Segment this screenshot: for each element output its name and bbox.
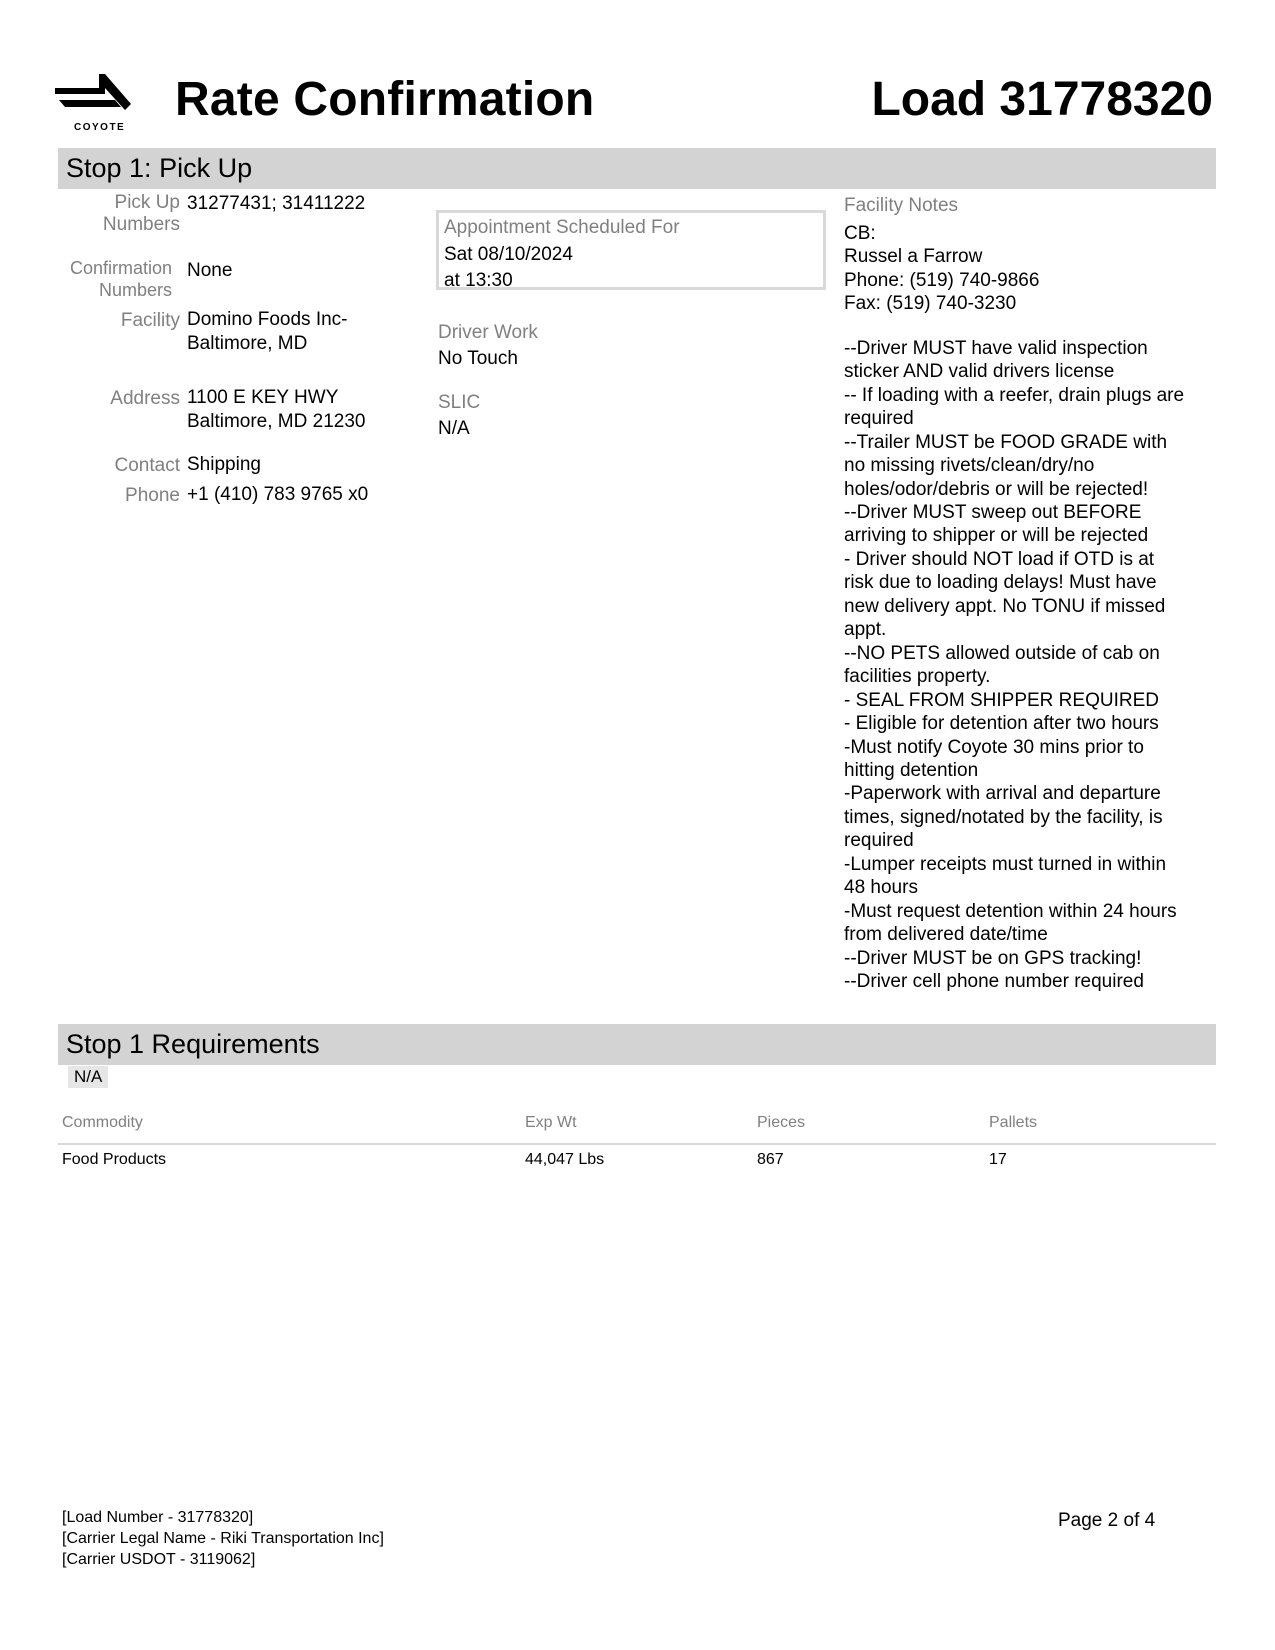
pickup-numbers-label-line1: Pick Up [114, 192, 180, 213]
confirmation-label-line2: Numbers [98, 280, 172, 300]
facility-note-line: arriving to shipper or will be rejected [844, 525, 1149, 547]
address-line2: Baltimore, MD 21230 [187, 411, 366, 432]
requirements-section-header [58, 1024, 1216, 1065]
facility-note-line: times, signed/notated by the facility, is [844, 806, 1163, 828]
pickup-numbers-value: 31277431; 31411222 [187, 193, 366, 214]
confirmation-label-line1: Confirmation [69, 258, 172, 278]
contact-value: Shipping [187, 454, 261, 475]
facility-note-line: Russel a Farrow [844, 246, 983, 268]
facility-note-line: required [844, 830, 914, 852]
appointment-box [436, 210, 826, 290]
table-cell-commodity: Food Products [62, 1151, 167, 1168]
coyote-logo [55, 70, 135, 136]
footer-carrier-usdot: [Carrier USDOT - 3119062] [62, 1551, 256, 1568]
document-title: Rate Confirmation [175, 73, 595, 126]
commodity-header: Commodity [62, 1114, 143, 1131]
facility-notes [844, 222, 1219, 994]
table-cell-exp-wt: 44,047 Lbs [525, 1151, 605, 1168]
confirmation-numbers-value: None [187, 260, 233, 281]
facility-note-line: --Driver MUST sweep out BEFORE [844, 501, 1142, 523]
driver-work-value: No Touch [438, 348, 518, 369]
requirements-section-title: Stop 1 Requirements [66, 1029, 320, 1059]
appointment-label: Appointment Scheduled For [444, 217, 680, 238]
address-value [187, 386, 365, 434]
table-divider [58, 1143, 1216, 1145]
slic-label: SLIC [438, 392, 481, 413]
facility-note-line: facilities property. [844, 666, 991, 688]
facility-note-line: --NO PETS allowed outside of cab on [844, 642, 1160, 664]
facility-value [187, 308, 348, 356]
facility-note-line: sticker AND valid drivers license [844, 361, 1115, 383]
stop1-section-title: Stop 1: Pick Up [66, 153, 253, 183]
phone-value: +1 (410) 783 9765 x0 [187, 484, 369, 505]
exp-wt-header: Exp Wt [525, 1114, 577, 1131]
logo-text: COYOTE [74, 122, 126, 133]
facility-note-line: new delivery appt. No TONU if missed [844, 595, 1166, 617]
facility-note-line: required [844, 408, 914, 430]
facility-note-line: - SEAL FROM SHIPPER REQUIRED [844, 689, 1159, 711]
appointment-time: at 13:30 [444, 270, 513, 291]
facility-note-line: --Trailer MUST be FOOD GRADE with [844, 431, 1168, 453]
slic-value: N/A [438, 418, 470, 439]
facility-note-line: -Lumper receipts must turned in within [844, 853, 1167, 875]
table-cell-pieces: 867 [757, 1151, 784, 1168]
facility-note-line: holes/odor/debris or will be rejected! [844, 478, 1149, 500]
facility-note-line: risk due to loading delays! Must have [844, 572, 1157, 594]
facility-note-line: -Must request detention within 24 hours [844, 900, 1177, 922]
pallets-header: Pallets [989, 1114, 1038, 1131]
facility-note-line: -Paperwork with arrival and departure [844, 783, 1161, 805]
facility-line2: Baltimore, MD [187, 333, 308, 354]
facility-note-line: - Driver should NOT load if OTD is at [844, 548, 1155, 570]
stop1-section-header [58, 148, 1216, 189]
pieces-header: Pieces [757, 1114, 806, 1131]
pickup-numbers-label [56, 192, 180, 236]
facility-notes-label: Facility Notes [844, 195, 959, 216]
footer-info [62, 1507, 384, 1570]
address-label: Address [110, 388, 180, 409]
contact-label: Contact [114, 455, 180, 476]
facility-label: Facility [120, 310, 180, 331]
table-cell-pallets: 17 [989, 1151, 1007, 1168]
facility-note-line: appt. [844, 619, 887, 641]
facility-note-line: --Driver MUST have valid inspection [844, 337, 1148, 359]
facility-note-line: CB: [844, 223, 876, 244]
page-number: Page 2 of 4 [1058, 1510, 1156, 1531]
facility-note-line [844, 316, 1219, 337]
facility-note-line: - Eligible for detention after two hours [844, 713, 1159, 735]
facility-note-line: Phone: (519) 740-9866 [844, 269, 1040, 291]
facility-note-line: Fax: (519) 740-3230 [844, 293, 1017, 315]
confirmation-numbers-label [48, 257, 172, 301]
footer-carrier-name: [Carrier Legal Name - Riki Transportation Inc] [62, 1530, 384, 1547]
facility-note-line: no missing rivets/clean/dry/no [844, 455, 1095, 477]
facility-note-line: -Must notify Coyote 30 mins prior to [844, 736, 1144, 758]
facility-note-line: --Driver MUST be on GPS tracking! [844, 947, 1142, 969]
load-number-title: Load 31778320 [871, 73, 1213, 126]
facility-note-line: -- If loading with a reefer, drain plugs are [844, 384, 1185, 406]
facility-note-line: from delivered date/time [844, 924, 1048, 946]
appointment-date: Sat 08/10/2024 [444, 244, 573, 265]
requirements-value: N/A [68, 1066, 108, 1088]
phone-label: Phone [125, 485, 180, 506]
pickup-numbers-label-line2: Numbers [102, 214, 180, 235]
footer-load-number: [Load Number - 31778320] [62, 1509, 254, 1526]
facility-note-line: hitting detention [844, 759, 979, 781]
facility-note-line: --Driver cell phone number required [844, 971, 1144, 993]
facility-note-line: 48 hours [844, 877, 918, 899]
coyote-logo-icon [55, 70, 135, 120]
facility-line1: Domino Foods Inc- [187, 309, 348, 330]
address-line1: 1100 E KEY HWY [187, 387, 339, 408]
driver-work-label: Driver Work [438, 322, 538, 343]
